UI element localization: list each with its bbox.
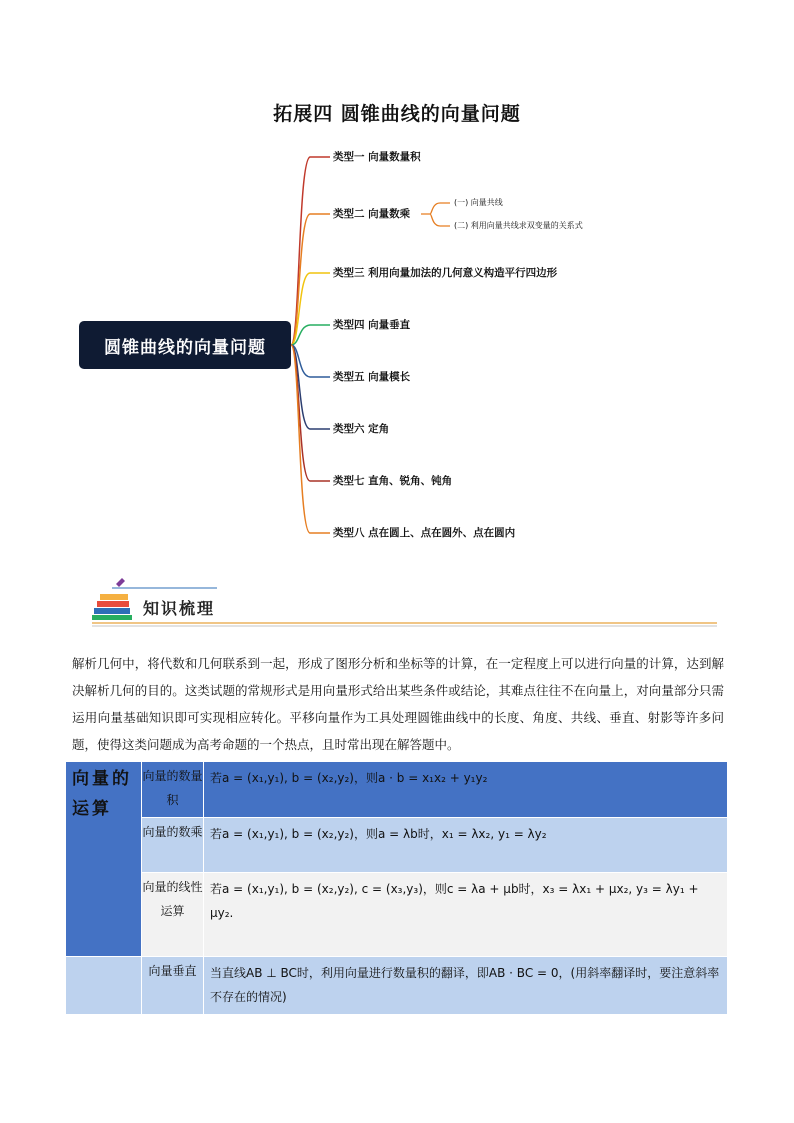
branch-4: 类型四 向量垂直 [333, 319, 411, 331]
intro-paragraph: 解析几何中，将代数和几何联系到一起，形成了图形分析和坐标等的计算，在一定程度上可以进行向量的计算，达到解决解析几何的目的。这类试题的常规形式是用向量形式给出某些条件或结论，其难点往往不在向量上，对向量部分只需运用向量基础知识即可实现相应转化。平移向量作为工具处理圆锥曲线中的长度、角度、共线、垂直、射影等许多问题，使得这类问题成为高考命题的一个热点，且时常出现在解答题中。 [72, 656, 724, 752]
mindmap-root: 圆锥曲线的向量问题 [79, 321, 291, 369]
sub-connector [421, 203, 450, 226]
branch-5: 类型五 向量模长 [333, 371, 411, 383]
row-name-cell: 向量的数乘 [142, 818, 204, 873]
branch-2: 类型二 向量数乘 [333, 208, 411, 220]
subbranch-2: (二) 利用向量共线求双变量的关系式 [454, 221, 583, 230]
row-name-cell: 向量的数量积 [142, 762, 204, 818]
row-text-cell: 若a = (x₁,y₁), b = (x₂,y₂), c = (x₃,y₃)，则c = λa + μb时，x₃ = λx₁ + μx₂, y₃ = λy₁ + μy₂. [204, 873, 728, 957]
page-title: 拓展四 圆锥曲线的向量问题 [273, 103, 521, 125]
knowledge-table [65, 761, 728, 1015]
section-header [92, 578, 722, 628]
row-text-cell: 当直线AB ⊥ BC时，利用向量进行数量积的翻译，即AB · BC = 0，(用斜率翻译时，要注意斜率不存在的情况) [204, 957, 728, 1015]
row-text-cell: 若a = (x₁,y₁), b = (x₂,y₂)，则a · b = x₁x₂ + y₁y₂ [204, 762, 728, 818]
group-cell [66, 762, 142, 957]
section-title: 知识梳理 [143, 599, 216, 618]
group-label: 向量的运算 [72, 769, 132, 819]
branch-1: 类型一 向量数量积 [333, 151, 421, 163]
row-name-cell: 向量的线性运算 [142, 873, 204, 957]
group-cell-empty [66, 957, 142, 1015]
branch-8: 类型八 点在圆上、点在圆外、点在圆内 [333, 527, 516, 539]
subbranch-1: (一) 向量共线 [454, 198, 503, 207]
branch-6: 类型六 定角 [333, 423, 390, 435]
row-text-cell: 若a = (x₁,y₁), b = (x₂,y₂)，则a = λb时，x₁ = λx₂, y₁ = λy₂ [204, 818, 728, 873]
branch-7: 类型七 直角、锐角、钝角 [333, 475, 453, 487]
row-name-cell: 向量垂直 [142, 957, 204, 1015]
branch-3: 类型三 利用向量加法的几何意义构造平行四边形 [333, 267, 558, 279]
